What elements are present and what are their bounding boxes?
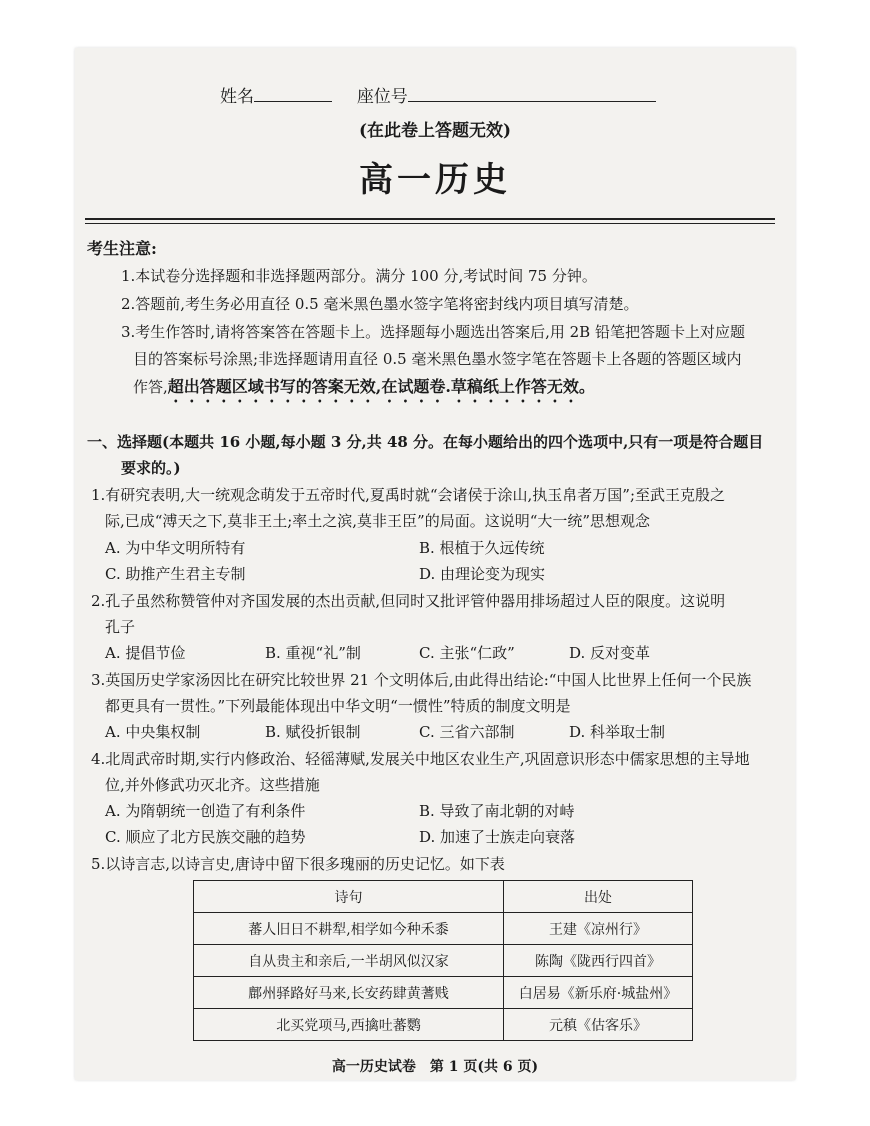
option-c: C. 三省六部制 xyxy=(419,723,515,741)
question-stem: 际,已成“溥天之下,莫非王土;率土之滨,莫非王臣”的局面。这说明“大一统”思想观念 xyxy=(105,512,651,530)
question-stem: 1.有研究表明,大一统观念萌发于五帝时代,夏禹时就“会诸侯于涂山,执玉帛者万国”;至武王克殷之 xyxy=(91,486,726,504)
option-a: A. 提倡节俭 xyxy=(105,644,186,662)
option-b: B. 赋役折银制 xyxy=(265,723,361,741)
notice: (在此卷上答题无效) xyxy=(358,121,512,141)
option-d: D. 由理论变为现实 xyxy=(419,565,546,583)
poem-line: 北买党项马,西擒吐蕃鹦 xyxy=(194,1009,504,1041)
poem-source: 陈陶《陇西行四首》 xyxy=(504,945,693,977)
option-b: B. 根植于久远传统 xyxy=(419,539,545,557)
page-title: 高一历史 xyxy=(359,160,511,200)
option-d: D. 反对变革 xyxy=(569,644,651,662)
question-stem: 2.孔子虽然称赞管仲对齐国发展的杰出贡献,但同时又批评管仲器用排场超过人臣的限度。这说明 xyxy=(91,592,726,610)
instruction-item: 2.答题前,考生务必用直径 0.5 毫米黑色墨水签字笔将密封线内项目填写清楚。 xyxy=(121,295,639,313)
table-row xyxy=(194,977,693,1009)
option-c: C. 顺应了北方民族交融的趋势 xyxy=(105,828,306,846)
question-stem: 都更具有一贯性。”下列最能体现出中华文明“一惯性”特质的制度文明是 xyxy=(105,697,571,715)
column-header: 诗句 xyxy=(194,881,504,913)
table-header-row xyxy=(194,881,693,913)
header-rule-thin xyxy=(85,223,775,224)
poem-source: 元稹《估客乐》 xyxy=(504,1009,693,1041)
header-rule xyxy=(85,218,775,220)
instruction-item: 1.本试卷分选择题和非选择题两部分。满分 100 分,考试时间 75 分钟。 xyxy=(121,267,597,285)
name-label: 姓名 xyxy=(220,87,254,107)
name-blank xyxy=(254,85,332,102)
exam-page xyxy=(75,48,795,1080)
question-stem: 位,并外修武功灭北齐。这些措施 xyxy=(105,776,320,794)
table-row xyxy=(194,945,693,977)
question-stem: 4.北周武帝时期,实行内修政治、轻徭薄赋,发展关中地区农业生产,巩固意识形态中儒家思想的主导地 xyxy=(91,750,750,768)
seat-label: 座位号 xyxy=(356,87,408,107)
table-row xyxy=(194,1009,693,1041)
column-header: 出处 xyxy=(504,881,693,913)
option-a: A. 为隋朝统一创造了有利条件 xyxy=(105,802,306,820)
poem-line: 蕃人旧日不耕犁,相学如今种禾黍 xyxy=(194,913,504,945)
header-fields xyxy=(220,82,656,107)
question-stem: 孔子 xyxy=(105,618,136,636)
instructions-heading: 考生注意: xyxy=(87,239,157,258)
page-footer: 高一历史试卷 第 1 页(共 6 页) xyxy=(331,1059,539,1075)
poem-line: 鄜州驿路好马来,长安药肆黄蓍贱 xyxy=(194,977,504,1009)
emphasis-text: 超出答题区域书写的答案无效,在试题卷.草稿纸上作答无效。 xyxy=(167,377,595,396)
poem-source: 白居易《新乐府·城盐州》 xyxy=(504,977,693,1009)
poem-line: 自从贵主和亲后,一半胡风似汉家 xyxy=(194,945,504,977)
option-c: C. 助推产生君主专制 xyxy=(105,565,246,583)
question-stem: 3.英国历史学家汤因比在研究比较世界 21 个文明体后,由此得出结论:“中国人比世界上任何一个民族 xyxy=(91,671,752,689)
option-b: B. 重视“礼”制 xyxy=(265,644,361,662)
instruction-item: 作答,超出答题区域书写的答案无效,在试题卷.草稿纸上作答无效。 xyxy=(133,377,595,396)
section-heading: 一、选择题(本题共 16 小题,每小题 3 分,共 48 分。在每小题给出的四个选项中,只有一项是符合题目 xyxy=(87,433,764,451)
option-d: D. 科举取士制 xyxy=(569,723,666,741)
seat-blank xyxy=(408,85,656,102)
table-row xyxy=(194,913,693,945)
poem-source: 王建《凉州行》 xyxy=(504,913,693,945)
option-b: B. 导致了南北朝的对峙 xyxy=(419,802,575,820)
section-heading: 要求的。) xyxy=(121,459,181,477)
option-c: C. 主张“仁政” xyxy=(419,644,515,662)
instruction-item: 目的答案标号涂黑;非选择题请用直径 0.5 毫米黑色墨水签字笔在答题卡上各题的答题区域内 xyxy=(133,350,742,368)
question-stem: 5.以诗言志,以诗言史,唐诗中留下很多瑰丽的历史记忆。如下表 xyxy=(91,855,505,873)
option-d: D. 加速了士族走向衰落 xyxy=(419,828,576,846)
option-a: A. 为中华文明所特有 xyxy=(105,539,246,557)
instruction-item: 3.考生作答时,请将答案答在答题卡上。选择题每小题选出答案后,用 2B 铅笔把答题卡上对应题 xyxy=(121,323,745,341)
poem-table xyxy=(193,880,693,1041)
option-a: A. 中央集权制 xyxy=(105,723,201,741)
